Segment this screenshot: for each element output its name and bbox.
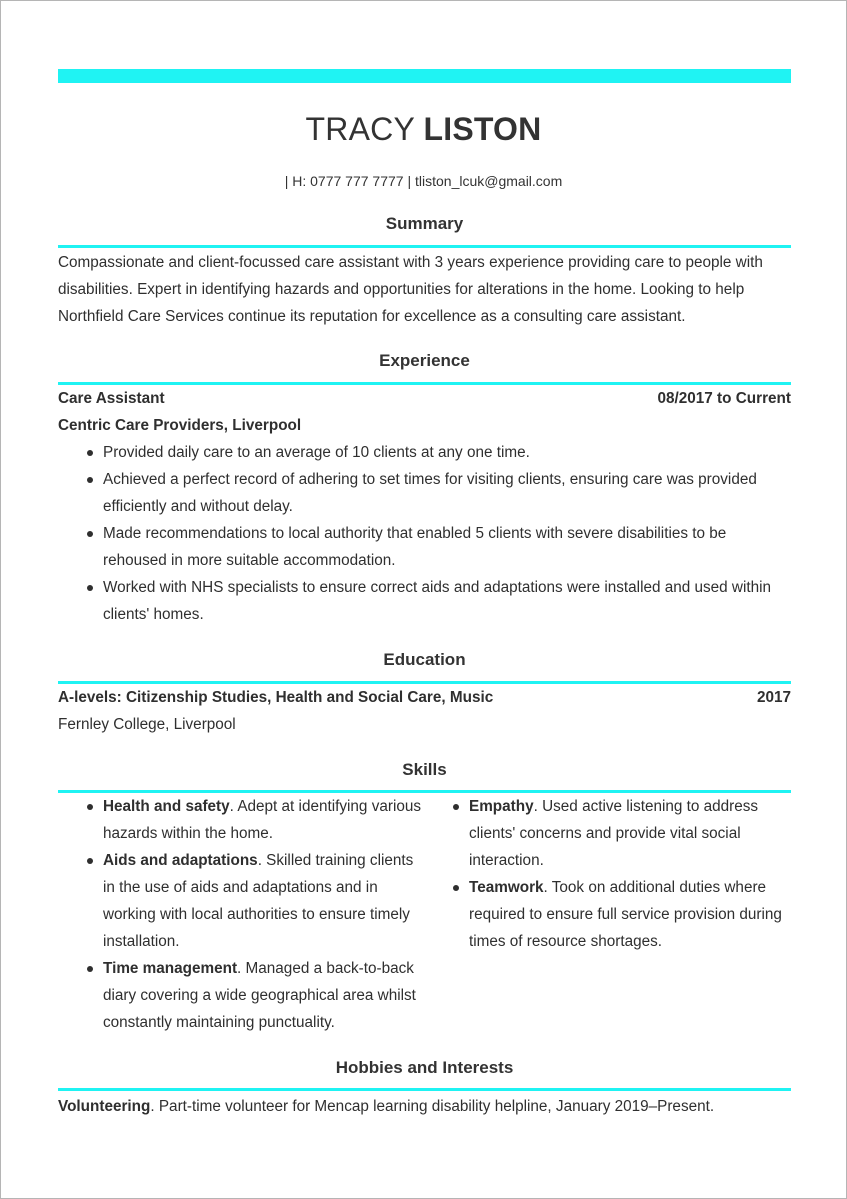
hobby-line [58, 1093, 791, 1120]
education-header [58, 684, 791, 711]
summary-divider [58, 245, 791, 248]
skill-name: Teamwork [469, 879, 544, 896]
skill-item [58, 847, 428, 955]
skill-desc: . Managed a back-to-back diary covering a wide geographical area whilst constantly maintaining punctuality. [103, 960, 416, 1031]
summary-heading: Summary [385, 214, 464, 233]
employer-line [58, 412, 791, 439]
skill-item [424, 874, 794, 955]
skill-desc: . Took on additional duties where required to ensure full service provision during times of resource shortages. [469, 879, 782, 950]
skill-item [424, 793, 794, 874]
top-accent-bar [58, 69, 791, 83]
skills-right-list [424, 793, 794, 955]
skills-left-list [58, 793, 428, 1036]
experience-heading: Experience [379, 351, 470, 370]
hobby-name: Volunteering [58, 1098, 151, 1115]
experience-bullets [58, 439, 791, 628]
degree: A-levels: Citizenship Studies, Health and Social Care, Music [58, 689, 494, 706]
summary-text: Compassionate and client-focussed care assistant with 3 years experience providing care to people with disabilities. Expert in identifying hazards and opportunities for alterations in the home. Looking to help Northfield Care Services continue its reputation for excellence as a consulting care assistant. [58, 254, 763, 325]
education-year: 2017 [756, 689, 791, 706]
employer: Centric Care Providers, Liverpool [58, 417, 302, 434]
skill-item [58, 955, 428, 1036]
school: Fernley College, Liverpool [58, 716, 236, 733]
list-item: Made recommendations to local authority that enabled 5 clients with severe disabilities to be rehoused in more suitable accommodation. [58, 520, 791, 574]
skill-desc: . Skilled training clients in the use of aids and adaptations and in working with local authorities to ensure timely installation. [103, 852, 414, 950]
hobbies-divider [58, 1088, 791, 1091]
list-item: Achieved a perfect record of adhering to set times for visiting clients, ensuring care was provided efficiently and without delay. [58, 466, 791, 520]
contact-line: | H: 0777 777 7777 | tliston_lcuk@gmail.com [284, 173, 563, 189]
list-item: Worked with NHS specialists to ensure correct aids and adaptations were installed and used within clients' homes. [58, 574, 791, 628]
job-header [58, 385, 791, 412]
first-name: TRACY [305, 111, 415, 147]
skill-name: Health and safety [103, 798, 230, 815]
skill-desc: . Adept at identifying various hazards within the home. [103, 798, 422, 842]
job-dates: 08/2017 to Current [657, 390, 791, 407]
last-name: LISTON [423, 111, 542, 147]
hobbies-heading: Hobbies and Interests [335, 1058, 514, 1077]
candidate-name [1, 109, 846, 149]
education-heading: Education [383, 650, 466, 669]
list-item: Provided daily care to an average of 10 clients at any one time. [58, 439, 791, 466]
skills-heading: Skills [402, 760, 447, 779]
skill-desc: . Used active listening to address clients' concerns and provide vital social interaction. [469, 798, 759, 869]
skill-item [58, 793, 428, 847]
skill-name: Empathy [469, 798, 534, 815]
hobby-desc: . Part-time volunteer for Mencap learning disability helpline, January 2019–Present. [150, 1098, 715, 1115]
job-title: Care Assistant [58, 390, 165, 407]
skill-name: Aids and adaptations [103, 852, 258, 869]
skill-name: Time management [103, 960, 238, 977]
